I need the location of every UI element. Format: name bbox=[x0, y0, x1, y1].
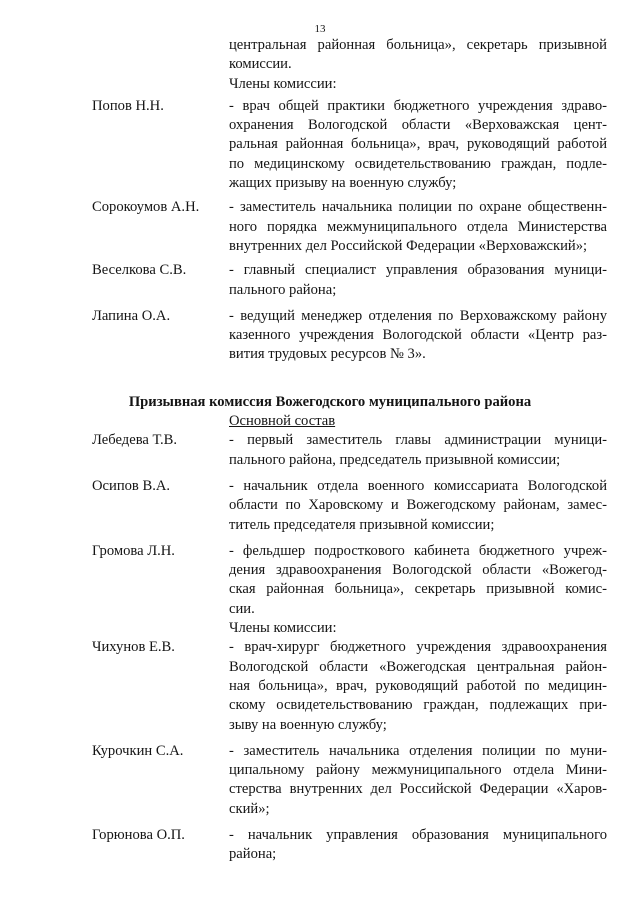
member-description bbox=[229, 477, 607, 535]
member-name: Попов Н.Н. bbox=[92, 97, 164, 114]
description-line: ципальному району межмуниципального отдела Мини- bbox=[229, 762, 607, 779]
member-description bbox=[229, 542, 607, 619]
member-entry bbox=[0, 198, 640, 256]
description-line: скому освидетельствованию граждан, подлежащих при- bbox=[229, 697, 607, 714]
member-entry bbox=[0, 542, 640, 619]
member-name: Сорокоумов А.Н. bbox=[92, 199, 200, 216]
member-entry bbox=[0, 97, 640, 193]
description-line: - главный специалист управления образования муници- bbox=[229, 262, 607, 279]
member-name: Лебедева Т.В. bbox=[92, 432, 178, 449]
description-line: - начальник отдела военного комиссариата Вологодской bbox=[229, 477, 607, 494]
description-line: района; bbox=[229, 846, 277, 863]
member-description bbox=[229, 431, 607, 470]
description-line: титель председателя призывной комиссии; bbox=[229, 516, 495, 533]
description-line: стерства внутренних дел Российской Федерации «Харов- bbox=[229, 781, 607, 798]
page-number: 13 bbox=[314, 23, 326, 35]
member-description bbox=[229, 261, 607, 300]
description-line: области по Харовскому и Вожегодскому районам, замес- bbox=[229, 497, 607, 514]
member-name: Чихунов Е.В. bbox=[92, 639, 175, 656]
intro-line: центральная районная больница», секретарь призывной bbox=[229, 37, 607, 53]
intro-paragraph bbox=[0, 36, 640, 75]
description-line: жащих призыву на военную службу; bbox=[229, 175, 457, 192]
member-entry bbox=[0, 261, 640, 300]
description-line: Вологодской области «Вожегодская центральная район- bbox=[229, 658, 607, 675]
description-line: казенного учреждения Вологодской области «Центр раз- bbox=[229, 327, 607, 344]
member-name: Курочкин С.А. bbox=[92, 742, 184, 759]
member-name: Горюнова О.П. bbox=[92, 826, 185, 843]
member-description bbox=[229, 97, 607, 193]
description-line: охранения Вологодской области «Верховажская цент- bbox=[229, 117, 607, 134]
member-name: Громова Л.Н. bbox=[92, 542, 175, 559]
member-name: Веселкова С.В. bbox=[92, 262, 187, 279]
members-heading: Члены комиссии: bbox=[229, 75, 337, 92]
description-line: дения здравоохранения Вологодской области «Вожегод- bbox=[229, 562, 607, 579]
main-composition-heading: Основной состав bbox=[229, 413, 336, 430]
description-line: внутренних дел Российской Федерации «Верховажский»; bbox=[229, 237, 588, 254]
description-line: ного порядка межмуниципального отдела Министерства bbox=[229, 218, 607, 235]
description-line: ная больница», врач, руководящий работой по медицин- bbox=[229, 677, 607, 694]
member-name: Осипов В.А. bbox=[92, 477, 171, 494]
member-description bbox=[229, 307, 607, 365]
member-description bbox=[229, 826, 607, 865]
members-heading: Члены комиссии: bbox=[229, 620, 337, 637]
description-line: - фельдшер подросткового кабинета бюджетного учреж- bbox=[229, 542, 607, 559]
description-line: - врач-хирург бюджетного учреждения здравоохранения bbox=[229, 639, 607, 656]
description-line: ская районная больница», секретарь призывной комис- bbox=[229, 581, 607, 598]
member-description bbox=[229, 638, 607, 734]
description-line: - врач общей практики бюджетного учреждения здраво- bbox=[229, 97, 607, 114]
description-line: - первый заместитель главы администрации муници- bbox=[229, 432, 607, 449]
member-entry bbox=[0, 431, 640, 470]
description-line: сии. bbox=[229, 600, 255, 617]
member-entry bbox=[0, 477, 640, 535]
member-name: Лапина О.А. bbox=[92, 307, 171, 324]
member-entry bbox=[0, 826, 640, 865]
member-description bbox=[229, 198, 607, 256]
description-line: пального района, председатель призывной комиссии; bbox=[229, 451, 561, 468]
description-line: зыву на военную службу; bbox=[229, 716, 387, 733]
document-body bbox=[0, 36, 640, 865]
description-line: - начальник управления образования муниципального bbox=[229, 826, 607, 843]
description-line: - заместитель начальника полиции по охране общественн- bbox=[229, 199, 607, 216]
intro-line: комиссии. bbox=[229, 56, 292, 73]
section-title: Призывная комиссия Вожегодского муниципального района bbox=[128, 393, 532, 410]
description-line: ральная районная больница», врач, руководящий работой bbox=[229, 136, 607, 153]
member-description bbox=[229, 742, 607, 819]
member-entry bbox=[0, 742, 640, 819]
description-line: - ведущий менеджер отделения по Верховажскому району bbox=[229, 307, 607, 324]
member-entry bbox=[0, 307, 640, 365]
description-line: ский»; bbox=[229, 800, 270, 817]
member-entry bbox=[0, 638, 640, 734]
description-line: - заместитель начальника отделения полиции по муни- bbox=[229, 742, 607, 759]
description-line: пального района; bbox=[229, 281, 337, 298]
description-line: вития трудовых ресурсов № 3». bbox=[229, 346, 426, 363]
description-line: по медицинскому освидетельствованию граждан, подле- bbox=[229, 155, 607, 172]
